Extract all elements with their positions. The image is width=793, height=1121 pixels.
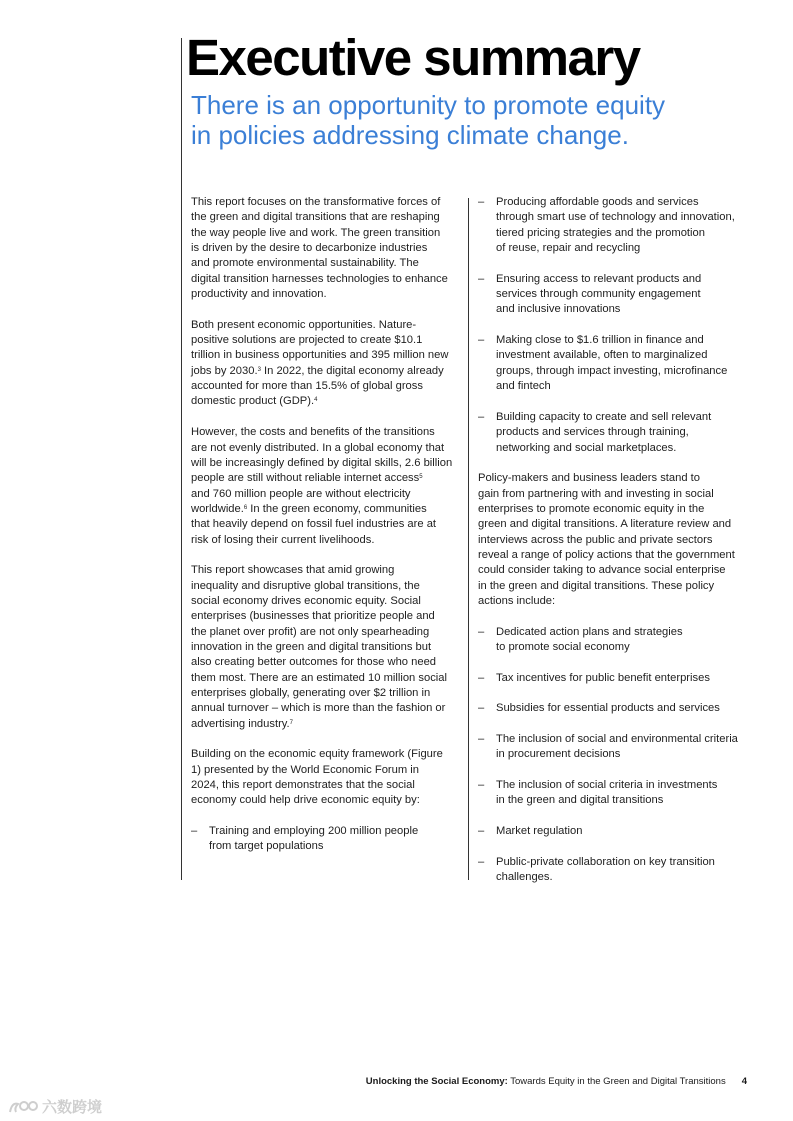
social-economy-paragraph xyxy=(191,563,463,732)
text-run: In 2022, the digital economy already xyxy=(260,364,444,377)
bullet-dash: – xyxy=(478,855,485,868)
text-line: and inclusive innovations xyxy=(496,303,621,316)
bullet-dash: – xyxy=(478,410,485,423)
left-vertical-rule xyxy=(181,38,182,880)
text-line: green and digital transitions. A literature review and xyxy=(478,518,732,531)
list-item xyxy=(478,333,750,394)
text-line: Building capacity to create and sell relevant xyxy=(496,410,712,423)
text-line: them most. There are an estimated 10 million social xyxy=(191,671,447,684)
text-line: Public-private collaboration on key transition xyxy=(496,855,715,868)
text-line: in the green and digital transitions. These policy xyxy=(478,579,715,592)
bullet-dash: – xyxy=(478,272,485,285)
text-line xyxy=(191,395,317,407)
bullet-dash: – xyxy=(478,733,485,746)
text-line: social economy drives economic equity. Social xyxy=(191,594,421,607)
text-line: Policy-makers and business leaders stand to xyxy=(478,472,700,485)
list-item xyxy=(478,625,750,656)
list-item xyxy=(478,855,750,886)
text-line: Subsidies for essential products and services xyxy=(496,702,720,715)
page-number: 4 xyxy=(741,1076,747,1087)
list-item xyxy=(478,778,750,809)
page-title: Executive summary xyxy=(186,29,640,86)
text-line: enterprises (businesses that prioritize people and xyxy=(191,610,435,623)
text-line: from target populations xyxy=(209,840,324,853)
bullet-dash: – xyxy=(478,196,485,208)
subtitle-line: There is an opportunity to promote equity xyxy=(191,90,666,120)
text-line: Making close to $1.6 trillion in finance and xyxy=(496,334,704,347)
text-line xyxy=(191,503,427,515)
text-line: enterprises globally, generating over $2 trillion in xyxy=(191,687,431,699)
bullet-dash: – xyxy=(478,702,485,715)
text-line: and promote environmental sustainability. The xyxy=(191,257,419,270)
text-line: Market regulation xyxy=(496,825,583,838)
text-line: tiered pricing strategies and the promotion xyxy=(496,226,705,239)
subtitle-line: in policies addressing climate change. xyxy=(191,120,629,150)
text-run: jobs by 2030. xyxy=(191,364,258,377)
framework-paragraph xyxy=(191,747,463,808)
footnote-ref[interactable]: 3 xyxy=(257,366,261,373)
footnote-ref[interactable]: 7 xyxy=(289,719,294,726)
text-line: networking and social marketplaces. xyxy=(496,441,677,454)
bullet-dash: – xyxy=(191,825,198,838)
text-line: Training and employing 200 million people xyxy=(209,825,419,838)
text-line: positive solutions are projected to create $10.1 xyxy=(191,334,423,347)
footer-report-title: Unlocking the Social Economy: xyxy=(365,1076,508,1087)
bullet-dash: – xyxy=(478,334,485,347)
text-line: and fintech xyxy=(496,380,551,393)
page-footer xyxy=(366,1076,747,1087)
bullet-dash: – xyxy=(478,825,485,838)
text-line: is driven by the desire to decarbonize industries xyxy=(191,242,428,255)
policy-paragraph xyxy=(478,471,750,609)
text-line: However, the costs and benefits of the transitions xyxy=(191,426,435,439)
bullet-dash: – xyxy=(478,671,485,684)
column-divider-rule xyxy=(468,198,469,880)
opportunities-paragraph xyxy=(191,318,463,410)
bullet-dash: – xyxy=(478,625,485,638)
footnote-ref[interactable]: 6 xyxy=(243,504,248,511)
list-item xyxy=(478,410,750,456)
text-line: digital transition harnesses technologies to enhance xyxy=(191,272,448,285)
text-line: This report showcases that amid growing xyxy=(191,564,395,577)
bullet-dash: – xyxy=(478,779,485,792)
text-line: also creating better outcomes for those who need xyxy=(191,656,437,669)
text-line: actions include: xyxy=(478,594,556,607)
left-column xyxy=(191,195,463,870)
text-line: Producing affordable goods and services xyxy=(496,196,699,208)
list-item xyxy=(191,824,463,855)
text-line: to promote social economy xyxy=(496,640,630,653)
text-line xyxy=(191,365,444,377)
text-line: of reuse, repair and recycling xyxy=(496,242,641,255)
text-line: Tax incentives for public benefit enterprises xyxy=(496,671,710,684)
page-subtitle xyxy=(191,90,751,150)
text-line: the planet over profit) are not only spearheading xyxy=(191,625,430,638)
list-item xyxy=(478,701,750,716)
text-line: will be increasingly defined by digital skills, 2.6 billion xyxy=(191,456,453,469)
text-line: The inclusion of social and environmental criteria xyxy=(496,733,738,746)
text-line: economy could help drive economic equity by: xyxy=(191,794,420,807)
text-line: and 760 million people are without electricity xyxy=(191,487,411,500)
text-line: investment available, often to marginalized xyxy=(496,349,708,362)
text-line: Both present economic opportunities. Nature- xyxy=(191,318,417,331)
list-item xyxy=(478,732,750,763)
text-line: trillion in business opportunities and 395 million new xyxy=(191,349,449,362)
text-line: productivity and innovation. xyxy=(191,288,327,301)
list-item xyxy=(478,272,750,318)
text-line xyxy=(191,472,423,484)
text-line: Dedicated action plans and strategies xyxy=(496,625,683,638)
right-column xyxy=(478,195,750,901)
text-line: are not evenly distributed. In a global economy that xyxy=(191,441,445,454)
text-line: gain from partnering with and investing in social xyxy=(478,487,714,500)
list-item xyxy=(478,671,750,686)
text-run: people are still without reliable internet access xyxy=(191,472,420,485)
text-line: innovation in the green and digital transitions but xyxy=(191,640,432,653)
footnote-ref[interactable]: 4 xyxy=(314,397,318,404)
text-line: inequality and disruptive global transitions, the xyxy=(191,579,420,592)
text-line: accounted for more than 15.5% of global gross xyxy=(191,380,423,393)
watermark-text: 六数跨境 xyxy=(42,1099,103,1116)
text-line: The inclusion of social criteria in investments xyxy=(496,779,718,792)
text-line: services through community engagement xyxy=(496,288,701,301)
text-line: risk of losing their current livelihoods. xyxy=(191,533,375,546)
text-line: could consider taking to advance social enterprise xyxy=(478,564,726,577)
text-line: groups, through impact investing, microfinance xyxy=(496,364,728,377)
text-line: products and services through training, xyxy=(496,426,689,439)
text-line: interviews across the public and private sectors xyxy=(478,533,713,546)
text-line: in the green and digital transitions xyxy=(496,794,664,807)
text-line: the way people live and work. The green transition xyxy=(191,226,441,239)
text-line: Ensuring access to relevant products and xyxy=(496,272,702,285)
list-item xyxy=(478,824,750,839)
watermark xyxy=(8,1096,102,1117)
text-run: In the green economy, communities xyxy=(247,502,427,515)
text-line: through smart use of technology and innovation, xyxy=(496,211,735,224)
text-line: the green and digital transitions that are reshaping xyxy=(191,211,440,224)
text-line: challenges. xyxy=(496,871,553,884)
text-line: 2024, this report demonstrates that the social xyxy=(191,779,415,792)
watermark-logo-icon xyxy=(8,1098,38,1116)
text-line: 1) presented by the World Economic Forum in xyxy=(191,763,419,776)
costs-paragraph xyxy=(191,425,463,548)
text-line xyxy=(191,718,293,730)
text-line: reveal a range of policy actions that the government xyxy=(478,548,735,561)
text-run: advertising industry. xyxy=(191,717,290,730)
text-line: annual turnover – which is more than the fashion or xyxy=(191,702,446,715)
list-item xyxy=(478,195,750,256)
text-line: enterprises to promote economic equity in the xyxy=(478,502,705,515)
text-run: domestic product (GDP). xyxy=(191,395,315,408)
text-line: Building on the economic equity framework (Figure xyxy=(191,748,443,761)
footer-report-subtitle: Towards Equity in the Green and Digital Transitions xyxy=(507,1076,726,1087)
intro-paragraph xyxy=(191,195,463,302)
text-run: worldwide. xyxy=(191,502,244,515)
text-line: in procurement decisions xyxy=(496,748,621,761)
footnote-ref[interactable]: 5 xyxy=(419,474,423,481)
text-line: that heavily depend on fossil fuel industries are at xyxy=(191,518,437,531)
text-line: This report focuses on the transformative forces of xyxy=(191,196,441,208)
